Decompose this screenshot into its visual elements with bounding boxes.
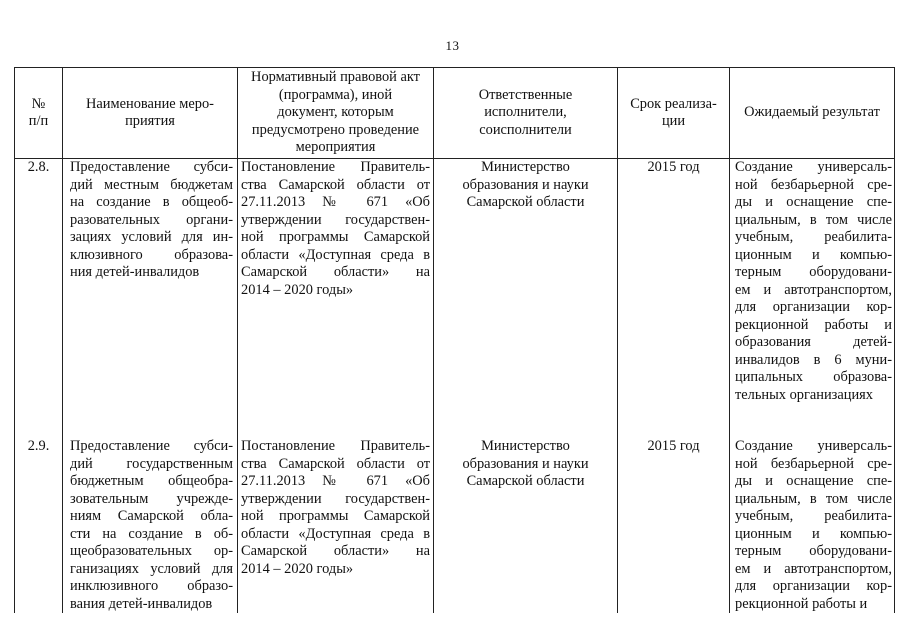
header-num (15, 68, 63, 159)
text-line: терным оборудовани- (735, 264, 892, 280)
text-line: ной безбарьерной сре- (735, 176, 892, 193)
text-line: ем и автотранспортом, (735, 281, 892, 298)
text-line: сти на создание в об- (70, 525, 233, 542)
text-line: Самарской области» на (241, 543, 430, 559)
text-line: области «Доступная среда в (241, 246, 430, 263)
row-number: 2.9. (15, 404, 63, 613)
row-expected-result (730, 159, 895, 405)
text-line: ной безбарьерной сре- (735, 455, 892, 472)
text-line: ципальных образова- (735, 369, 892, 385)
text-line: № (31, 95, 46, 112)
text-line: Постановление Правитель- (241, 159, 430, 175)
text-line: зациях условий для ин- (70, 229, 233, 245)
text-line: ции (661, 113, 686, 129)
text-line: Самарской области (466, 473, 585, 489)
text-line: терным оборудовани- (735, 543, 892, 559)
text-line: исполнители, (484, 104, 567, 121)
text-line: предусмотрено проведение (251, 121, 420, 138)
table-header-row (15, 68, 895, 159)
text-line: 2014 – 2020 годы» (241, 281, 354, 298)
table-row (15, 404, 895, 613)
text-line: Ожидаемый результат (744, 104, 880, 121)
text-line: зовательным учрежде- (70, 490, 233, 507)
row-executors (434, 159, 618, 405)
text-line: щеобразовательных ор- (70, 543, 233, 559)
text-line: образования и науки (462, 455, 589, 472)
text-line: 27.11.2013 № 671 «Об (241, 194, 430, 210)
row-measure-name (63, 159, 238, 405)
text-line: дий местным бюджетам (70, 176, 233, 193)
text-line: мероприятия (295, 139, 376, 156)
text-line: Наименование меро- (86, 95, 214, 112)
row-number: 2.8. (15, 159, 63, 405)
text-line: рекционной работы и (735, 595, 868, 612)
text-line: приятия (125, 113, 175, 129)
text-line: п/п (28, 113, 49, 129)
text-line: вания детей-инвалидов (70, 595, 213, 612)
text-line: бюджетным общеобра- (70, 473, 233, 489)
text-line: Нормативный правовой акт (251, 69, 420, 86)
text-line: Предоставление субси- (70, 159, 233, 175)
text-line: утверждении государствен- (241, 490, 430, 507)
text-line: рекционной работы и (735, 316, 892, 333)
header-term (618, 68, 730, 159)
text-line: клюзивного образова- (70, 246, 233, 263)
text-line: ганизациях условий для (70, 560, 233, 577)
row-legal-act (238, 159, 434, 405)
row-executors (434, 404, 618, 613)
text-line: ной программы Самарской (241, 229, 430, 245)
text-line: Срок реализа- (630, 95, 717, 112)
text-line: дий государственным (70, 455, 233, 472)
text-line: утверждении государствен- (241, 211, 430, 228)
text-line: Министерство (481, 159, 570, 175)
text-line: (программа), иной (278, 86, 393, 103)
text-line: ды и оснащение спе- (735, 194, 892, 210)
text-line: образования и науки (462, 176, 589, 193)
text-line: ния детей-инвалидов (70, 264, 200, 280)
text-line: Постановление Правитель- (241, 438, 430, 454)
table-row (15, 159, 895, 405)
row-term: 2015 год (618, 404, 730, 613)
text-line: образования детей- (735, 334, 892, 350)
text-line: Ответственные (478, 86, 573, 103)
text-line: Создание универсаль- (735, 159, 892, 175)
text-line: циальным, в том числе (735, 211, 892, 228)
text-line: документ, которым (277, 104, 394, 121)
page-number: 13 (445, 38, 460, 53)
text-line: Предоставление субси- (70, 438, 233, 454)
text-line: разовательных органи- (70, 211, 233, 228)
header-name (63, 68, 238, 159)
text-line: области «Доступная среда в (241, 525, 430, 542)
text-line: циальным, в том числе (735, 490, 892, 507)
text-line: ной программы Самарской (241, 508, 430, 524)
text-line: 27.11.2013 № 671 «Об (241, 473, 430, 489)
text-line: учебным, реабилита- (735, 229, 892, 245)
text-line: ционным и компью- (735, 246, 892, 263)
header-executors (434, 68, 618, 159)
row-measure-name (63, 404, 238, 613)
row-expected-result (730, 404, 895, 613)
measures-table (14, 67, 895, 613)
text-line: учебным, реабилита- (735, 508, 892, 524)
text-line: Создание универсаль- (735, 438, 892, 454)
text-line: ды и оснащение спе- (735, 473, 892, 489)
text-line: ем и автотранспортом, (735, 560, 892, 577)
text-line: инвалидов в 6 муни- (735, 351, 892, 368)
text-line: 2014 – 2020 годы» (241, 560, 354, 577)
text-line: для организации кор- (735, 299, 892, 315)
text-line: ционным и компью- (735, 525, 892, 542)
text-line: на создание в общеоб- (70, 194, 233, 210)
text-line: ниям Самарской обла- (70, 508, 233, 524)
text-line: ства Самарской области от (241, 455, 430, 472)
text-line: Самарской области (466, 194, 585, 210)
header-result (730, 68, 895, 159)
text-line: Самарской области» на (241, 264, 430, 280)
row-legal-act (238, 404, 434, 613)
text-line: для организации кор- (735, 578, 892, 594)
text-line: ства Самарской области от (241, 176, 430, 193)
text-line: инклюзивного образо- (70, 578, 233, 594)
text-line: Министерство (481, 438, 570, 454)
header-act (238, 68, 434, 159)
text-line: тельных организациях (735, 386, 873, 403)
row-term: 2015 год (618, 159, 730, 405)
text-line: соисполнители (479, 121, 572, 138)
